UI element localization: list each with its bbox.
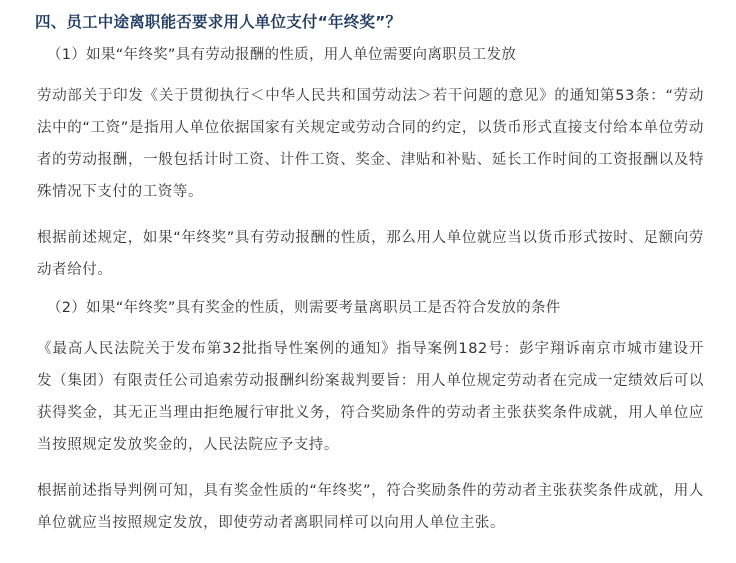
paragraph-wage-conclusion: 根据前述规定，如果“年终奖”具有劳动报酬的性质，那么用人单位就应当以货币形式按时、足额向劳动者给付。 (37, 230, 704, 278)
section-heading: 四、员工中途离职能否要求用人单位支付“年终奖”？ (35, 13, 402, 31)
paragraph-guiding-case-182: 《最高人民法院关于发布第32批指导性案例的通知》指导案例182号：彭宇翔诉南京市城市建设开发（集团）有限责任公司追索劳动报酬纠纷案裁判要旨：用人单位规定劳动者在完成一定绩效后可以获得奖金，其无正当理由拒绝履行审批义务，符合奖励条件的劳动者主张获奖条件成就，用人单位应当按照规定发放奖金的，人民法院应予支持。 (37, 341, 704, 453)
paragraph-labor-law-article-53: 劳动部关于印发《关于贯彻执行＜中华人民共和国劳动法＞若干问题的意见》的通知第53条：“劳动法中的“工资”是指用人单位依据国家有关规定或劳动合同的约定，以货币形式直接支付给本单位劳动者的劳动报酬，一般包括计时工资、计件工资、奖金、津贴和补贴、延长工作时间的工资报酬以及特殊情况下支付的工资等。 (37, 88, 704, 200)
paragraph-award-conclusion: 根据前述指导判例可知，具有奖金性质的“年终奖”，符合奖励条件的劳动者主张获奖条件成就，用人单位就应当按照规定发放，即使劳动者离职同样可以向用人单位主张。 (37, 483, 704, 531)
subheading-annual-bonus-as-award: （2）如果“年终奖”具有奖金的性质，则需要考量离职员工是否符合发放的条件 (47, 300, 561, 316)
subheading-annual-bonus-as-wages: （1）如果“年终奖”具有劳动报酬的性质，用人单位需要向离职员工发放 (47, 47, 517, 63)
